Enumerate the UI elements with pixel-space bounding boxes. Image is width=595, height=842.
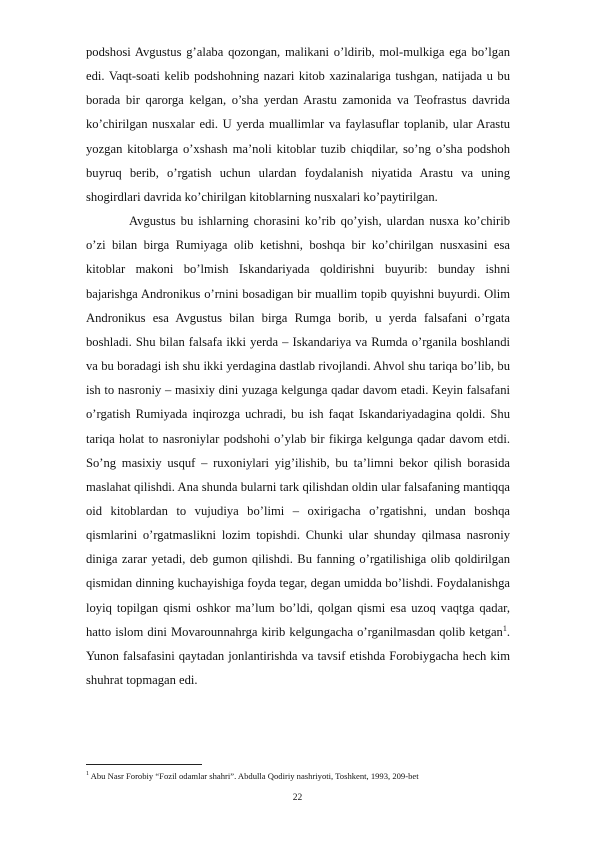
footnote-marker: 1 xyxy=(86,771,89,778)
body-text xyxy=(86,40,510,692)
page-number: 22 xyxy=(292,793,303,803)
paragraph-continuation: podshosi Avgustus g’alaba qozongan, malikani o’ldirib, mol-mulkiga ega bo’lgan edi. Vaqt-soati kelib podshohning nazari kitob xazinalariga tushgan, natijada u bu borada bir qarorga kelgan, o’sha yerdan Arastu zamonida va Teofrastus davrida ko’chirilgan nusxalar edi. U yerda muallimlar va faylasuflar toplanib, ular Arastu yozgan kitoblarga o’xshash ma’noli kitoblar tuzib chiqdilar, so’ng o’sha podshoh buyruq berib, o’rgatish uchun ulardan foydalanish niyatida Arastu va uning shogirdlari davrida ko’chirilgan kitoblarning nusxalari ko’paytirilgan. xyxy=(86,45,510,204)
footnote-divider xyxy=(86,764,202,765)
paragraph-main-ending: . Yunon falsafasini qaytadan jonlantirishda va tavsif etishda Forobiygacha hech kim shuhrat topmagan edi. xyxy=(86,624,510,688)
footnote-reference[interactable]: 1 xyxy=(502,623,507,633)
paragraph-main xyxy=(86,209,510,692)
footnote-text: Abu Nasr Forobiy “Fozil odamlar shahri”. Abdulla Qodiriy nashriyoti, Toshkent, 1993, 209-bet xyxy=(89,771,419,781)
footnote xyxy=(86,770,526,782)
paragraph-main-text: Avgustus bu ishlarning chorasini ko’rib qo’yish, ulardan nusxa ko’chirib o’zi bilan birga Rumiyaga olib ketishni, boshqa bir ko’chirilgan nusxasini esa kitoblar makoni bo’lmish Iskandariyada qoldirishni buyurib: bunday ishni bajarishga Andronikus o’rnini bosadigan bir muallim topib quyishni buyurdi. Olim Andronikus esa Avgustus bilan birga Rumga borib, u yerda falsafani o’rgata boshladi. Shu bilan falsafa ikki yerda – Iskandariya va Rumda o’rganila boshlandi va bu boradagi ish shu ikki yerdagina dastlab rivojlandi. Ahvol shu tariqa bo’lib, bu ish to nasroniy – masixiy dini yuzaga kelgunga qadar davom etadi. Keyin falsafani o’rgatish Rumiyada inqirozga uchradi, bu ish faqat Iskandariyadagina qoldi. Shu tariqa holat to nasroniylar podshohi o’ylab bir fikirga kelgunga qadar davom etdi. So’ng masixiy usquf – ruxoniylari yig’ilishib, bu ta’limni bekor qilish borasida maslahat qilishdi. Ana shunda bularni tark qilishdan oldin ular falsafaning mantiqqa oid kitoblardan to vujudiya bo’limi – oxirigacha o’rgatishni, undan boshqa qismlarini o’rgatmaslikni lozim topishdi. Chunki ular shunday qilmasa nasroniy diniga zarar yetadi, deb gumon qilishdi. Bu fanning o’rgatilishiga olib qoldirilgan qismidan dinning kuchayishiga foyda tegar, degan umidda bo’lishdi. Foydalanishga loyiq topilgan qismi oshkor ma’lum bo’ldi, qolgan qismi esa uzoq vaqtga qadar, hatto islom dini Movarounnahrga kirib kelgungacha o’rganilmasdan qolib ketgan xyxy=(86,214,510,639)
